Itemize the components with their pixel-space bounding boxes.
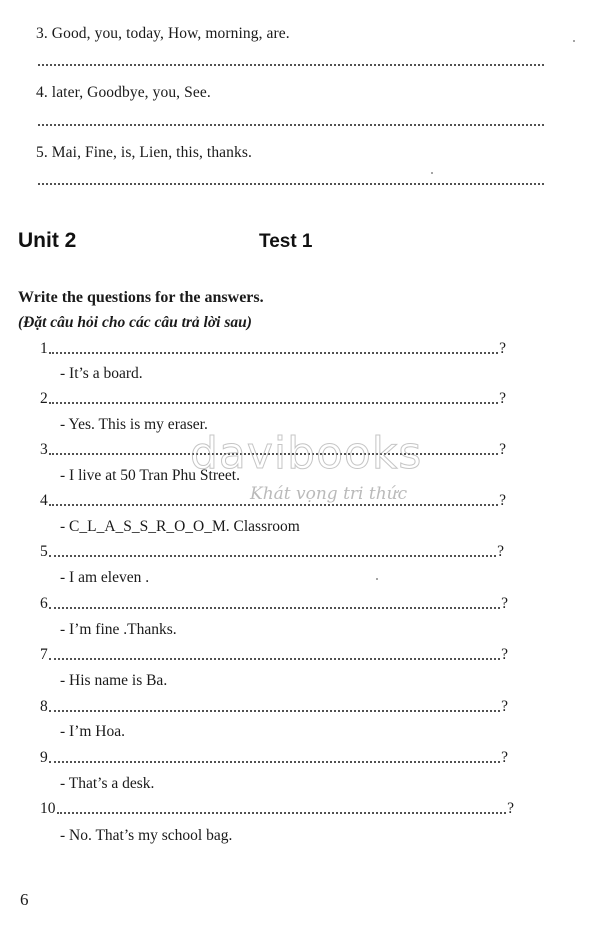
question-blank-line [49,710,500,712]
question-mark: ? [501,646,508,663]
question-blank-line [49,555,496,557]
watermark-tagline: Khát vọng tri thức [250,484,408,504]
scan-speck [431,172,433,174]
answer-text: - C_L_A_S_S_R_O_O_M. Classroom [60,518,300,535]
question-row [40,646,508,664]
question-row [40,749,508,767]
question-row [40,800,514,818]
question-row [40,543,504,561]
question-mark: ? [499,492,506,509]
watermark-brand-logo: davibooks [190,428,423,479]
question-mark: ? [499,340,506,357]
question-mark: ? [499,390,506,407]
exercise-5-answer-line [38,181,544,185]
answer-text: - Yes. This is my eraser. [60,416,208,433]
answer-text: - I’m Hoa. [60,723,125,740]
scan-speck [573,40,575,42]
question-mark: ? [497,543,504,560]
question-blank-line [49,504,498,506]
question-blank-line [49,658,500,660]
exercise-5-prompt: 5. Mai, Fine, is, Lien, this, thanks. [36,144,252,161]
page-number: 6 [20,890,29,909]
question-mark: ? [501,698,508,715]
question-row [40,390,506,408]
question-number: 6 [40,595,48,612]
question-blank-line [49,453,498,455]
question-number: 5 [40,543,48,560]
question-row [40,340,506,358]
question-row [40,595,508,613]
question-number: 8 [40,698,48,715]
test-title: Test 1 [259,231,313,252]
question-blank-line [57,812,507,814]
question-mark: ? [501,595,508,612]
exercise-4-prompt: 4. later, Goodbye, you, See. [36,84,211,101]
question-number: 3 [40,441,48,458]
question-row [40,698,508,716]
question-number: 4 [40,492,48,509]
answer-text: - It’s a board. [60,365,143,382]
question-number: 9 [40,749,48,766]
instruction-vietnamese: (Đặt câu hỏi cho các câu trả lời sau) [18,314,252,331]
exercise-3-prompt: 3. Good, you, today, How, morning, are. [36,25,290,42]
question-blank-line [49,352,498,354]
scan-speck [376,578,378,580]
answer-text: - His name is Ba. [60,672,168,689]
answer-text: - I am eleven . [60,569,150,586]
answer-text: - I’m fine .Thanks. [60,621,177,638]
question-blank-line [49,402,498,404]
question-blank-line [49,607,500,609]
question-mark: ? [499,441,506,458]
question-mark: ? [501,749,508,766]
question-number: 10 [40,800,56,817]
question-number: 7 [40,646,48,663]
question-mark: ? [507,800,514,817]
question-row [40,492,506,510]
question-row [40,441,506,459]
unit-title: Unit 2 [18,229,77,252]
exercise-4-answer-line [38,122,544,126]
answer-text: - That’s a desk. [60,775,155,792]
question-blank-line [49,761,500,763]
exercise-3-answer-line [38,62,544,66]
question-number: 2 [40,390,48,407]
question-number: 1 [40,340,48,357]
answer-text: - No. That’s my school bag. [60,827,233,844]
answer-text: - I live at 50 Tran Phu Street. [60,467,240,484]
instruction-english: Write the questions for the answers. [18,289,264,306]
